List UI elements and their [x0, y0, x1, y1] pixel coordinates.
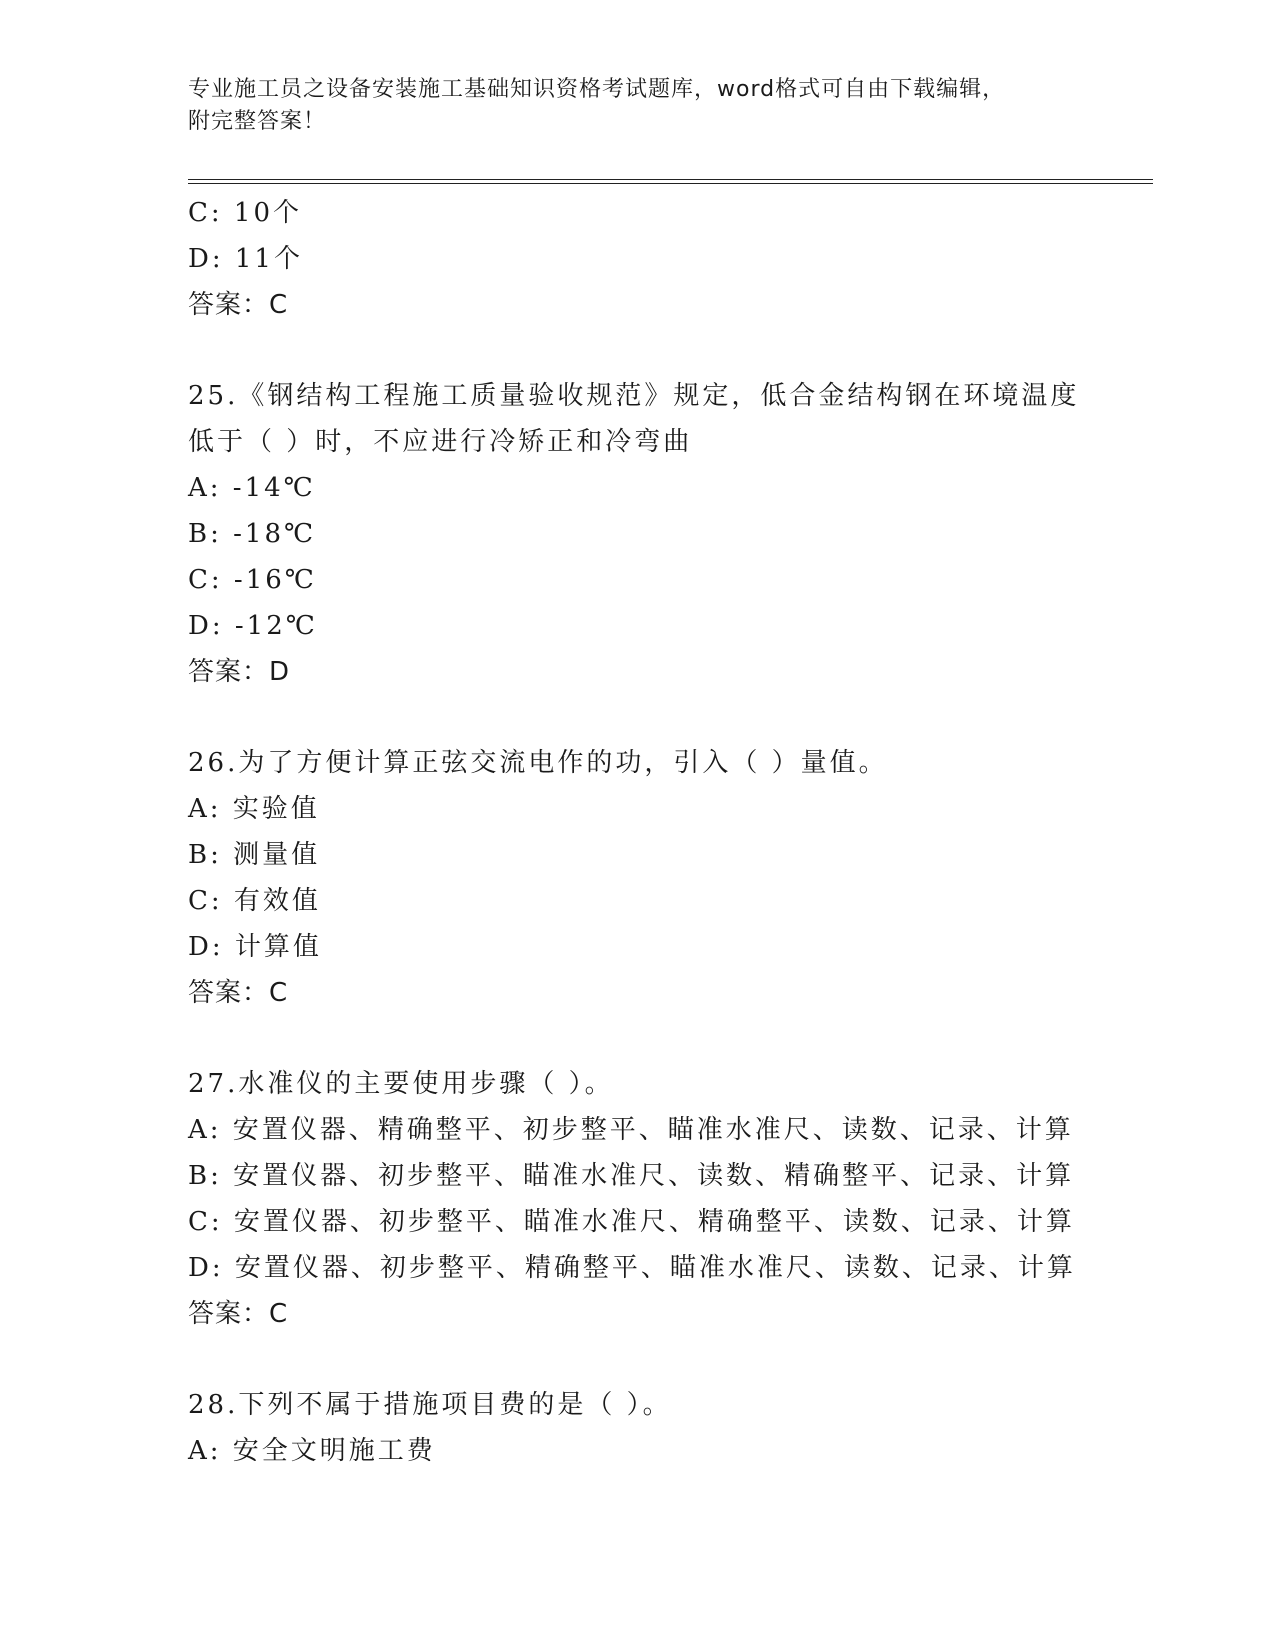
spacer — [188, 695, 1148, 740]
q25-stem-line-2: 低于（ ）时，不应进行冷矫正和冷弯曲 — [188, 427, 693, 457]
q26-answer: 答案：C — [188, 978, 289, 1008]
question-27 — [188, 1061, 1148, 1337]
spacer — [188, 328, 1148, 373]
question-25 — [188, 373, 1148, 695]
q27-option-d: D: 安置仪器、初步整平、精确整平、瞄准水准尺、读数、记录、计算 — [188, 1253, 1076, 1283]
q24-option-d: D: 11个 — [188, 244, 303, 274]
header-divider-bottom — [188, 183, 1153, 184]
q26-stem: 26.为了方便计算正弦交流电作的功，引入（ ）量值。 — [188, 748, 888, 778]
q28-stem: 28.下列不属于措施项目费的是（ ）。 — [188, 1390, 672, 1420]
q27-stem: 27.水准仪的主要使用步骤（ ）。 — [188, 1069, 614, 1099]
q27-option-b: B: 安置仪器、初步整平、瞄准水准尺、读数、精确整平、记录、计算 — [188, 1161, 1075, 1191]
question-26 — [188, 740, 1148, 1016]
q27-answer: 答案：C — [188, 1299, 289, 1329]
q26-option-a: A: 实验值 — [188, 794, 320, 824]
spacer — [188, 1016, 1148, 1061]
document-header — [188, 74, 1088, 138]
q25-option-d: D: -12℃ — [188, 611, 318, 641]
spacer — [188, 1337, 1148, 1382]
header-line-2: 附完整答案！ — [188, 109, 327, 134]
q25-option-a: A: -14℃ — [188, 473, 316, 503]
question-content — [188, 190, 1148, 1474]
q26-option-d: D: 计算值 — [188, 932, 322, 962]
q26-option-b: B: 测量值 — [188, 840, 321, 870]
question-24 — [188, 190, 1148, 328]
q28-option-a: A: 安全文明施工费 — [188, 1436, 436, 1466]
q24-answer: 答案：C — [188, 290, 289, 320]
q25-option-b: B: -18℃ — [188, 519, 317, 549]
q24-option-c: C: 10个 — [188, 198, 303, 228]
q25-answer: 答案：D — [188, 657, 291, 687]
q26-option-c: C: 有效值 — [188, 886, 321, 916]
q25-option-c: C: -16℃ — [188, 565, 317, 595]
q27-option-a: A: 安置仪器、精确整平、初步整平、瞄准水准尺、读数、记录、计算 — [188, 1115, 1074, 1145]
q25-stem-line-1: 25.《钢结构工程施工质量验收规范》规定，低合金结构钢在环境温度 — [188, 381, 1080, 411]
q27-option-c: C: 安置仪器、初步整平、瞄准水准尺、精确整平、读数、记录、计算 — [188, 1207, 1075, 1237]
header-line-1: 专业施工员之设备安装施工基础知识资格考试题库，word格式可自由下载编辑， — [188, 77, 1006, 102]
question-28 — [188, 1382, 1148, 1474]
header-divider-top — [188, 179, 1153, 180]
